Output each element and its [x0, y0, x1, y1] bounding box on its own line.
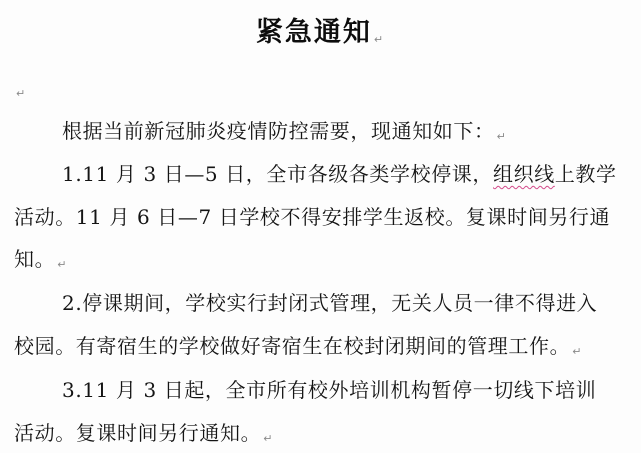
- item1-line1-tail: 上教学: [554, 162, 617, 186]
- intro-paragraph: [62, 115, 506, 144]
- item1-line1-text: 1.11 月 3 日—5 日，全市各级各类学校停课，: [62, 162, 494, 186]
- item3-line1-text: 3.11 月 3 日起，全市所有校外培训机构暂停一切线下培训: [62, 378, 597, 402]
- notice-title: [0, 10, 641, 49]
- item1-line2-text: 活动。11 月 6 日—7 日学校不得安排学生返校。复课时间另行通: [14, 205, 611, 229]
- item1-line3-text: 知。: [14, 247, 56, 271]
- paragraph-mark-icon: ↵: [572, 345, 583, 358]
- item2-line2: [14, 330, 582, 359]
- paragraph-mark-icon: ↵: [263, 432, 274, 445]
- empty-paragraph: [14, 80, 25, 100]
- item1-line3: [14, 243, 67, 272]
- item2-line2-text: 校园。有寄宿生的学校做好寄宿生在校封闭期间的管理工作。: [14, 334, 571, 358]
- item3-line1: [62, 374, 596, 403]
- paragraph-mark-icon: ↵: [57, 258, 68, 271]
- item1-line1: [62, 158, 617, 187]
- paragraph-mark-icon: ↵: [496, 130, 507, 143]
- notice-title-text: 紧急通知: [255, 17, 372, 48]
- item2-line1-text: 2.停课期间，学校实行封闭式管理，无关人员一律不得进入: [62, 291, 598, 315]
- spellcheck-underlined-text: 组织线: [493, 162, 555, 186]
- paragraph-mark-icon: ↵: [373, 33, 386, 46]
- paragraph-mark-icon: ↵: [16, 87, 26, 100]
- item3-line2-text: 活动。复课时间另行通知。: [14, 421, 262, 445]
- item3-line2: [14, 417, 273, 446]
- intro-text: 根据当前新冠肺炎疫情防控需要，现通知如下：: [62, 119, 495, 143]
- item2-line1: [62, 287, 597, 316]
- item1-line2: [14, 201, 610, 230]
